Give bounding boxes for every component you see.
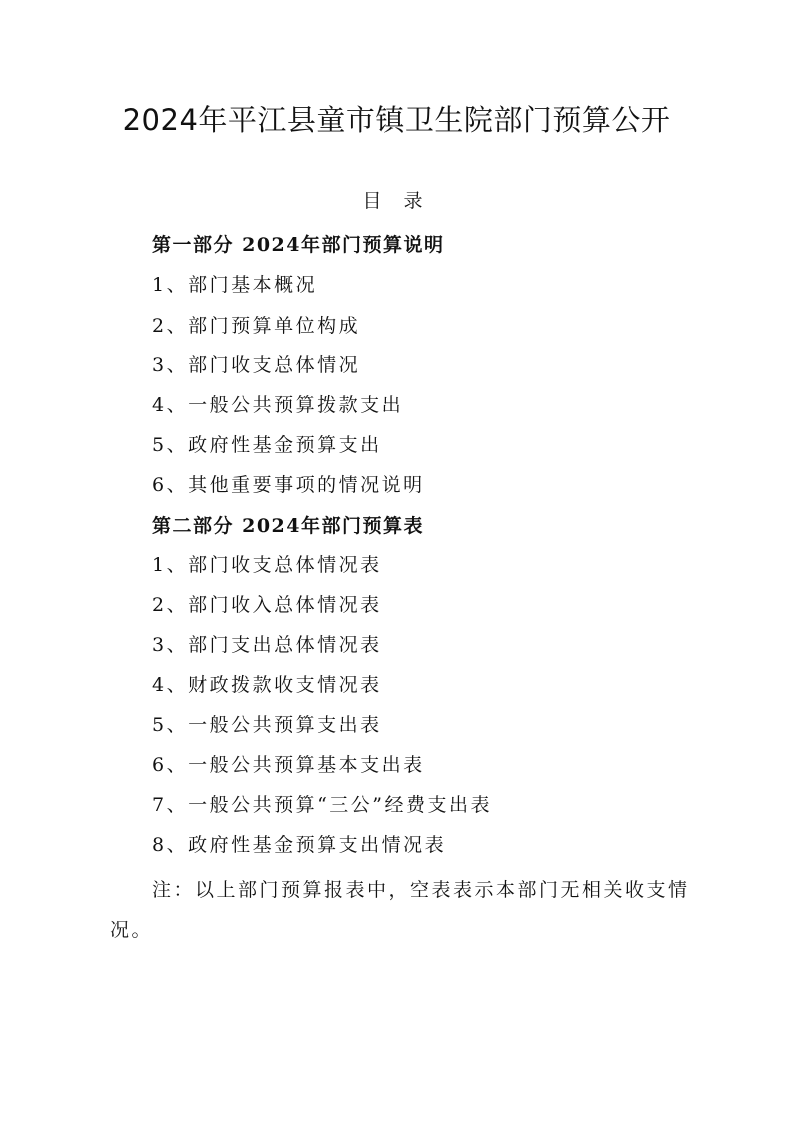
toc-heading: 目 录 [362, 190, 431, 212]
toc-item: 3、部门收支总体情况 [152, 354, 361, 376]
document-title: 2024年平江县童市镇卫生院部门预算公开 [122, 103, 671, 137]
toc-item: 1、部门收支总体情况表 [152, 554, 382, 576]
toc-item: 5、一般公共预算支出表 [152, 714, 382, 736]
toc-item: 1、部门基本概况 [152, 274, 318, 296]
toc-item: 4、财政拨款收支情况表 [152, 674, 382, 696]
toc-item: 4、一般公共预算拨款支出 [152, 394, 404, 416]
part1-heading: 第一部分 2024年部门预算说明 [152, 234, 445, 256]
toc-item: 2、部门收入总体情况表 [152, 594, 382, 616]
note-text: 注：以上部门预算报表中，空表表示本部门无相关收支情况。 [110, 879, 690, 941]
part2-heading: 第二部分 2024年部门预算表 [152, 515, 424, 537]
toc-item: 3、部门支出总体情况表 [152, 634, 382, 656]
toc-item: 6、一般公共预算基本支出表 [152, 754, 425, 776]
toc-item: 2、部门预算单位构成 [152, 315, 361, 337]
toc-item: 5、政府性基金预算支出 [152, 434, 382, 456]
toc-item: 8、政府性基金预算支出情况表 [152, 834, 447, 856]
toc-item: 7、一般公共预算“三公”经费支出表 [152, 794, 493, 816]
toc-item: 6、其他重要事项的情况说明 [152, 474, 425, 496]
